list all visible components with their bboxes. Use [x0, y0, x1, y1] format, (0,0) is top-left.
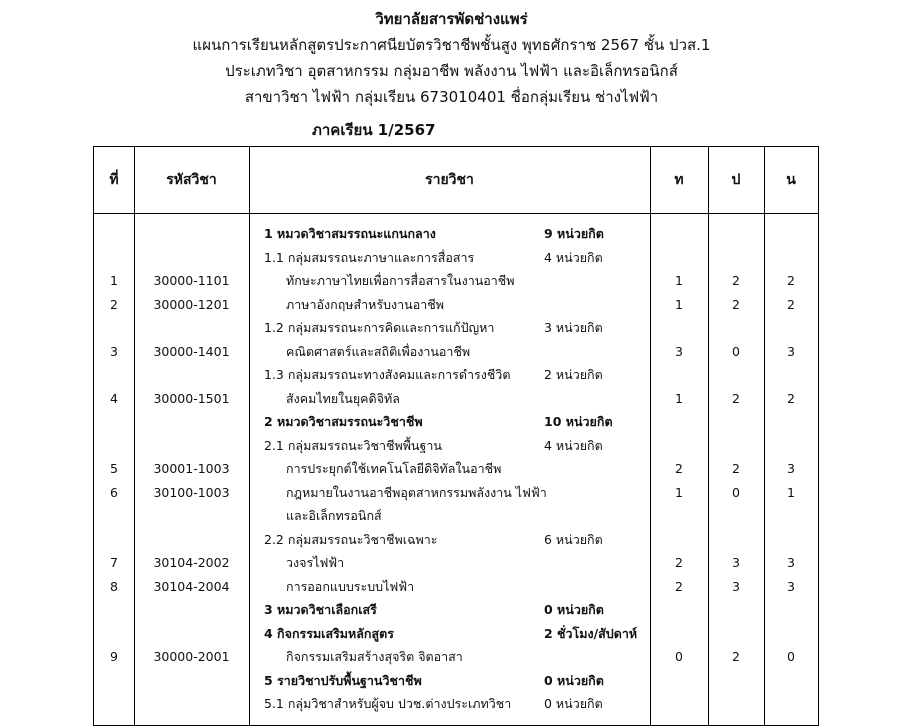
course-name: การประยุกต์ใช้เทคโนโลยีดิจิทัลในอาชีพ — [286, 461, 502, 476]
course-code: 30000-1101 — [153, 273, 230, 288]
credit-note: 0 หน่วยกิต — [544, 602, 604, 617]
row-number: 3 — [110, 343, 118, 359]
course-name: 1.2 กลุ่มสมรรถนะการคิดและการแก้ปัญหา — [264, 320, 495, 335]
credit-note: 10 หน่วยกิต — [544, 414, 613, 429]
header-theory: ท — [674, 172, 684, 188]
course-name: วงจรไฟฟ้า — [286, 555, 345, 570]
theory-hours: 2 — [675, 555, 683, 570]
table-row — [94, 340, 818, 364]
course-name: 2 หมวดวิชาสมรรถนะวิชาชีพ — [264, 414, 423, 429]
credit-note: 9 หน่วยกิต — [544, 226, 604, 241]
practice-hours: 3 — [732, 578, 740, 594]
row-number: 7 — [110, 555, 118, 570]
course-code: 30104-2004 — [153, 578, 230, 594]
course-code: 30000-1501 — [153, 390, 230, 406]
practice-hours: 0 — [732, 484, 740, 500]
course-name: ภาษาอังกฤษสำหรับงานอาชีพ — [286, 296, 444, 312]
credit-units: 3 — [787, 555, 795, 570]
credit-units: 3 — [787, 343, 795, 359]
table-row — [94, 504, 818, 528]
practice-hours: 3 — [732, 555, 740, 570]
table-row — [94, 528, 818, 552]
course-name: 2.2 กลุ่มสมรรถนะวิชาชีพเฉพาะ — [264, 531, 438, 547]
table-row — [94, 481, 818, 505]
credit-note: 3 หน่วยกิต — [544, 320, 603, 335]
course-name: 1 หมวดวิชาสมรรถนะแกนกลาง — [264, 226, 436, 241]
practice-hours: 2 — [732, 390, 740, 406]
practice-hours: 2 — [732, 296, 740, 312]
plan-title: แผนการเรียนหลักสูตรประกาศนียบัตรวิชาชีพชั้นสูง พุทธศักราช 2567 ชั้น ปวส.1 — [192, 36, 711, 54]
table-row — [94, 387, 818, 411]
table-row — [94, 551, 818, 575]
header-divider — [94, 213, 818, 214]
course-name: 1.3 กลุ่มสมรรถนะทางสังคมและการดำรงชีวิต — [264, 367, 511, 382]
table-row — [94, 222, 818, 246]
theory-hours: 0 — [675, 649, 683, 664]
credit-units: 2 — [787, 273, 795, 288]
table-row — [94, 269, 818, 293]
table-row — [94, 622, 818, 646]
table-row — [94, 293, 818, 317]
course-code: 30000-1201 — [153, 296, 230, 312]
credit-note: 4 หน่วยกิต — [544, 249, 603, 265]
theory-hours: 1 — [675, 390, 683, 406]
theory-hours: 2 — [675, 461, 683, 476]
major-group: สาขาวิชา ไฟฟ้า กลุ่มเรียน 673010401 ชื่อกลุ่มเรียน ช่างไฟฟ้า — [244, 88, 659, 106]
theory-hours: 2 — [675, 578, 683, 594]
course-code: 30104-2002 — [153, 555, 230, 570]
course-code: 30000-2001 — [153, 649, 230, 664]
course-name: การออกแบบระบบไฟฟ้า — [286, 578, 415, 594]
course-name: 5 รายวิชาปรับพื้นฐานวิชาชีพ — [264, 672, 422, 688]
table-row — [94, 457, 818, 481]
credit-note: 4 หน่วยกิต — [544, 437, 603, 453]
header-credits: น — [786, 172, 796, 188]
credit-note: 2 ชั่วโมง/สัปดาห์ — [544, 625, 638, 641]
course-name: และอิเล็กทรอนิกส์ — [286, 508, 382, 523]
credit-units: 3 — [787, 578, 795, 594]
table-row — [94, 363, 818, 387]
row-number: 1 — [110, 273, 118, 288]
table-row — [94, 692, 818, 716]
table-row — [94, 246, 818, 270]
credit-units: 2 — [787, 390, 795, 406]
header-code: รหัสวิชา — [166, 172, 217, 188]
practice-hours: 2 — [732, 649, 740, 664]
course-code: 30000-1401 — [153, 343, 230, 359]
header-practice: ป — [731, 172, 741, 188]
course-name: ทักษะภาษาไทยเพื่อการสื่อสารในงานอาชีพ — [286, 273, 515, 288]
theory-hours: 1 — [675, 273, 683, 288]
course-name: 2.1 กลุ่มสมรรถนะวิชาชีพพื้นฐาน — [264, 437, 442, 453]
row-number: 4 — [110, 390, 118, 406]
credit-note: 0 หน่วยกิต — [544, 672, 604, 688]
course-name: 3 หมวดวิชาเลือกเสรี — [264, 602, 377, 617]
course-name: กฎหมายในงานอาชีพอุตสาหกรรมพลังงาน ไฟฟ้า — [286, 484, 547, 500]
row-number: 8 — [110, 578, 118, 594]
table-row — [94, 669, 818, 693]
table-row — [94, 316, 818, 340]
theory-hours: 1 — [675, 296, 683, 312]
credit-note: 6 หน่วยกิต — [544, 531, 603, 547]
course-code: 30001-1003 — [153, 461, 230, 476]
row-number: 9 — [110, 649, 118, 664]
document-header — [0, 6, 903, 110]
credit-units: 0 — [787, 649, 795, 664]
row-number: 5 — [110, 461, 118, 476]
semester-label: ภาคเรียน 1/2567 — [312, 121, 436, 139]
practice-hours: 2 — [732, 461, 740, 476]
course-table — [93, 146, 819, 726]
course-name: กิจกรรมเสริมสร้างสุจริต จิตอาสา — [286, 649, 463, 664]
program-type: ประเภทวิชา อุตสาหกรรม กลุ่มอาชีพ พลังงาน ไฟฟ้า และอิเล็กทรอนิกส์ — [225, 62, 678, 80]
credit-note: 2 หน่วยกิต — [544, 367, 603, 382]
course-name: สังคมไทยในยุคดิจิทัล — [286, 390, 400, 406]
table-row — [94, 575, 818, 599]
table-row — [94, 410, 818, 434]
credit-units: 3 — [787, 461, 795, 476]
credit-units: 1 — [787, 484, 795, 500]
table-row — [94, 645, 818, 669]
table-row — [94, 434, 818, 458]
table-row — [94, 598, 818, 622]
theory-hours: 3 — [675, 343, 683, 359]
row-number: 6 — [110, 484, 118, 500]
credit-units: 2 — [787, 296, 795, 312]
course-code: 30100-1003 — [153, 484, 230, 500]
course-name: 5.1 กลุ่มวิชาสำหรับผู้จบ ปวช.ต่างประเภทวิชา — [264, 696, 512, 711]
theory-hours: 1 — [675, 484, 683, 500]
practice-hours: 0 — [732, 343, 740, 359]
course-name: 1.1 กลุ่มสมรรถนะภาษาและการสื่อสาร — [264, 249, 475, 265]
course-name: 4 กิจกรรมเสริมหลักสูตร — [264, 625, 394, 641]
row-number: 2 — [110, 296, 118, 312]
credit-note: 0 หน่วยกิต — [544, 696, 603, 711]
course-name: คณิตศาสตร์และสถิติเพื่องานอาชีพ — [286, 343, 471, 359]
header-name: รายวิชา — [425, 172, 474, 188]
college-name: วิทยาลัยสารพัดช่างแพร่ — [375, 10, 528, 28]
practice-hours: 2 — [732, 273, 740, 288]
header-no: ที่ — [109, 172, 119, 188]
